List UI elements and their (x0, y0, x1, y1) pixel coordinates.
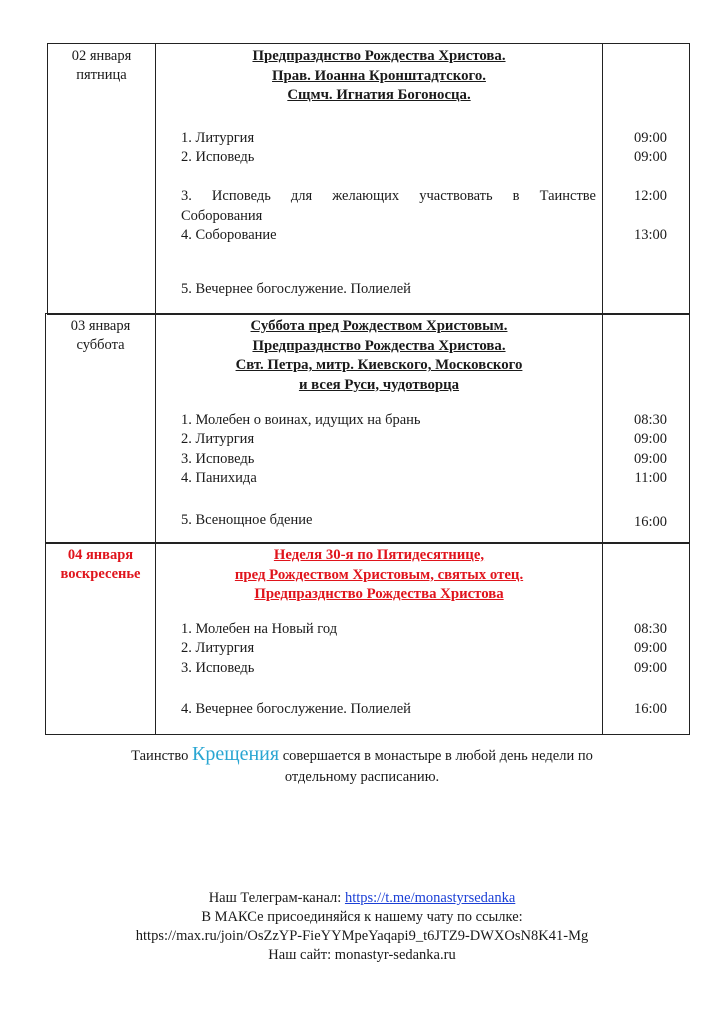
weekday: суббота (76, 337, 125, 353)
services-cell (156, 44, 603, 314)
service-time: 09:00 (633, 149, 667, 165)
feast-title-line: Предпразднство Рождества Христова. (252, 337, 506, 354)
date-cell (48, 44, 156, 314)
service-item: 3. Исповедь для желающих участвовать в Таинстве Соборования (181, 188, 596, 224)
baptism-note (60, 744, 664, 788)
weekday: воскресенье (60, 566, 141, 582)
site-text: Наш сайт: monastyr-sedanka.ru (268, 947, 456, 963)
times-cell (603, 314, 689, 543)
feast-title-line: пред Рождеством Христовым, святых отец. (234, 566, 524, 583)
times-cell (603, 44, 689, 314)
date-cell (46, 543, 156, 734)
service-time: 09:00 (633, 431, 667, 447)
baptism-suffix: совершается в монастыре в любой день недели по (279, 748, 593, 764)
feast-title-line: Предпразднство Рождества Христова (254, 586, 504, 602)
service-item: 2. Литургия (181, 431, 255, 447)
service-time: 09:00 (633, 640, 667, 656)
feast-title-line: и всея Руси, чудотворца (298, 376, 460, 393)
baptism-line-2: отдельному расписанию. (284, 769, 440, 785)
service-time: 16:00 (633, 514, 667, 530)
service-time: 09:00 (633, 451, 667, 467)
service-item: 4. Соборование (181, 227, 277, 243)
service-item: 1. Молебен о воинах, идущих на брань (181, 412, 421, 428)
telegram-line (40, 889, 684, 908)
service-item: 3. Исповедь (181, 451, 255, 467)
service-item: 1. Литургия (181, 130, 255, 146)
max-link[interactable]: https://max.ru/join/OsZzYP-FieYYMpeYaqapi9_t6JTZ9-DWXOsN8K41-Mg (135, 928, 589, 944)
feast-title (156, 44, 602, 106)
service-item: 4. Панихида (181, 470, 257, 486)
schedule-row-jan-03 (45, 313, 690, 544)
feast-title-line: Суббота пред Рождеством Христовым. (250, 318, 508, 334)
weekday: пятница (76, 67, 127, 83)
service-time: 09:00 (633, 660, 667, 676)
service-item: 5. Всенощное бдение (181, 512, 313, 528)
service-item: 5. Вечернее богослужение. Полиелей (181, 281, 411, 297)
services-cell (156, 543, 603, 734)
date: 04 января (67, 547, 134, 563)
feast-title (156, 543, 602, 605)
baptism-highlight: Крещения (191, 743, 280, 765)
feast-title-line: Неделя 30-я по Пятидесятнице, (273, 547, 485, 563)
date: 03 января (70, 318, 131, 334)
telegram-label: Наш Телеграм-канал: (208, 890, 345, 906)
feast-title-line: Прав. Иоанна Кронштадтского. (272, 67, 486, 84)
service-time: 08:30 (633, 412, 667, 428)
service-time: 11:00 (634, 470, 667, 486)
service-time: 12:00 (633, 188, 667, 204)
date: 02 января (71, 48, 132, 64)
telegram-link[interactable]: https://t.me/monastyrsedanka (344, 890, 516, 906)
max-text: В МАКСе присоединяйся к нашему чату по ссылке: (201, 909, 523, 925)
service-item: 2. Исповедь (181, 149, 255, 165)
schedule-row-jan-02 (47, 43, 690, 315)
service-item: 1. Молебен на Новый год (181, 621, 338, 637)
date-cell (46, 314, 156, 543)
service-item: 2. Литургия (181, 640, 255, 656)
service-time: 08:30 (633, 621, 667, 637)
feast-title-line: Предпразднство Рождества Христова. (252, 48, 506, 64)
feast-title (156, 314, 602, 395)
service-time: 16:00 (633, 701, 667, 717)
schedule-row-jan-04 (45, 542, 690, 735)
feast-title-line: Сщмч. Игнатия Богоносца. (287, 87, 471, 103)
services-cell (156, 314, 603, 543)
baptism-prefix: Таинство (131, 748, 192, 764)
service-time: 09:00 (633, 130, 667, 146)
service-item: 3. Исповедь (181, 660, 255, 676)
service-item: 4. Вечернее богослужение. Полиелей (181, 701, 411, 717)
feast-title-line: Свт. Петра, митр. Киевского, Московского (235, 357, 523, 373)
times-cell (603, 543, 689, 734)
service-time: 13:00 (633, 227, 667, 243)
contacts (40, 889, 684, 965)
